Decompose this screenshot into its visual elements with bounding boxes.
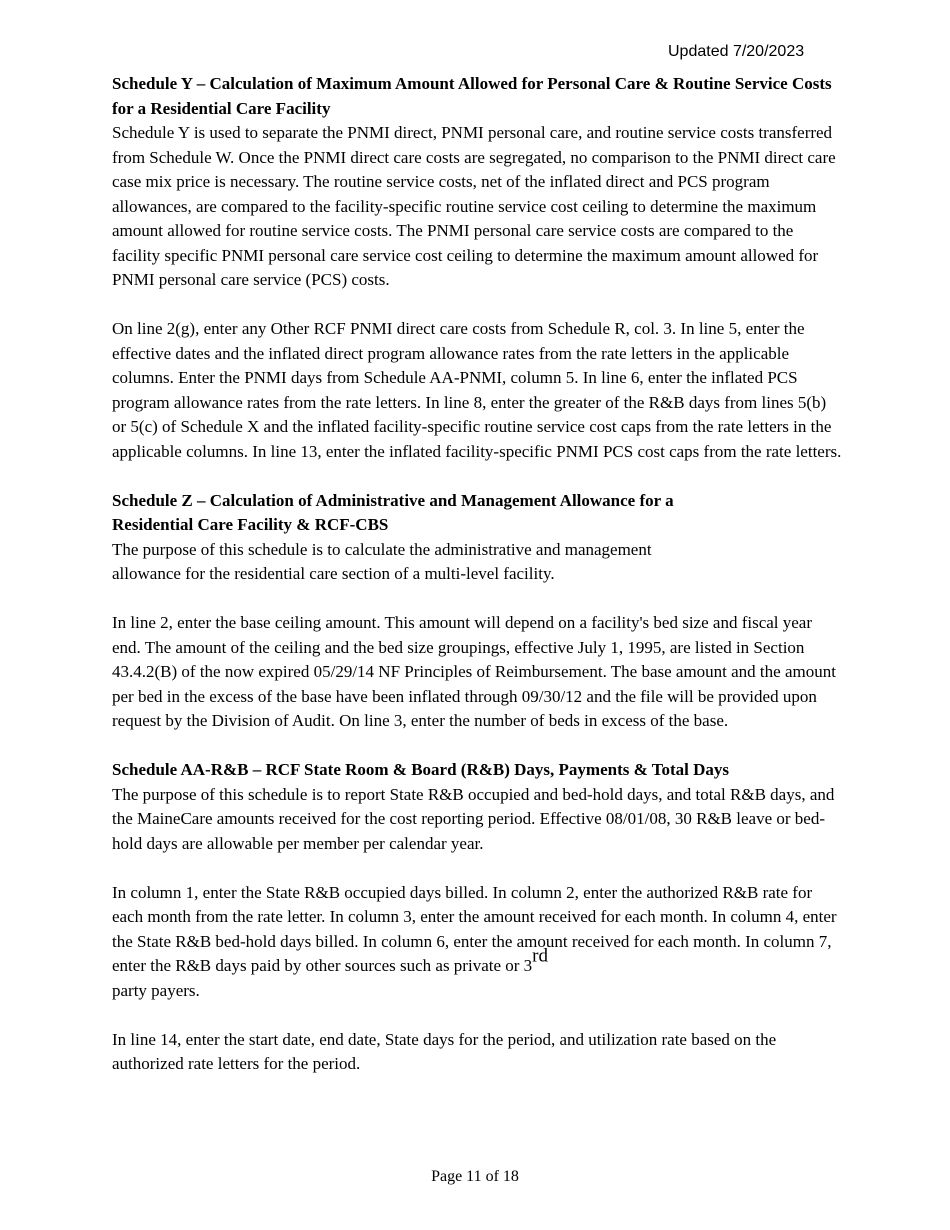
page-number: Page 11 of 18: [431, 1168, 519, 1185]
schedule-z-paragraph-2: In line 2, enter the base ceiling amount. This amount will depend on a facility's bed size and fiscal year end. The amount of the ceiling and the bed size groupings, effective July 1, 1995, are listed in Section 43.4.2(B) of the now expired 05/29/14 NF Principles of Reimbursement. The base amount and the amount per bed in the excess of the base have been inflated through 09/30/12 and the file will be provided upon request by the Division of Audit. On line 3, enter the number of beds in excess of the base.: [112, 613, 836, 730]
schedule-aa-heading: Schedule AA-R&B – RCF State Room & Board (R&B) Days, Payments & Total Days: [112, 760, 730, 779]
schedule-aa-paragraph-2-main: In column 1, enter the State R&B occupied days billed. In column 2, enter the authorized R&B rate for each month from the rate letter. In column 3, enter the amount received for each month. In column 4, enter the State R&B bed-hold days billed. In column 6, enter the amount received for each month. In column 7, enter the R&B days paid by other sources such as private or 3: [112, 882, 837, 975]
schedule-z-heading-line-1: Schedule Z – Calculation of Administrative and Management Allowance for a: [112, 490, 674, 510]
schedule-z-paragraph-1-line-2: allowance for the residential care section of a multi-level facility.: [112, 564, 555, 583]
schedule-z-heading: [112, 489, 842, 538]
updated-date: Updated 7/20/2023: [668, 43, 805, 60]
schedule-aa-paragraph-2: [112, 881, 842, 1004]
schedule-y-paragraph-1: Schedule Y is used to separate the PNMI direct, PNMI personal care, and routine service costs transferred from Schedule W. Once the PNMI direct care costs are segregated, no comparison to the PNMI direct care case mix price is necessary. The routine service costs, net of the inflated direct and PCS program allowances, are compared to the facility-specific routine service cost ceiling to determine the maximum amount allowed for routine service costs. The PNMI personal care service costs are compared to the facility specific PNMI personal care service cost ceiling to determine the maximum amount allowed for PNMI personal care service (PCS) costs.: [112, 123, 836, 289]
schedule-z-paragraph-1-line-1: The purpose of this schedule is to calculate the administrative and management: [112, 539, 652, 559]
superscript-rd: rd: [532, 945, 548, 967]
schedule-aa-paragraph-3: In line 14, enter the start date, end date, State days for the period, and utilization rate based on the authorized rate letters for the period.: [112, 1029, 777, 1073]
document-body: [112, 72, 842, 1077]
schedule-y-heading: Schedule Y – Calculation of Maximum Amount Allowed for Personal Care & Routine Service Costs for a Residential Care Facility: [112, 74, 832, 118]
schedule-aa-paragraph-2-end: party payers.: [112, 980, 200, 1000]
schedule-z-paragraph-1: [112, 538, 842, 587]
schedule-aa-paragraph-1: The purpose of this schedule is to report State R&B occupied and bed-hold days, and total R&B days, and the MaineCare amounts received for the cost reporting period. Effective 08/01/08, 30 R&B leave or bed- hold days are allowable per member per calendar year.: [112, 784, 835, 853]
schedule-y-paragraph-2: On line 2(g), enter any Other RCF PNMI direct care costs from Schedule R, col. 3. In line 5, enter the effective dates and the inflated direct program allowance rates from the rate letters in the applicable columns. Enter the PNMI days from Schedule AA-PNMI, column 5. In line 6, enter the inflated PCS program allowance rates from the rate letters. In line 8, enter the greater of the R&B days from lines 5(b) or 5(c) of Schedule X and the inflated facility-specific routine service cost caps from the rate letters in the applicable columns. In line 13, enter the inflated facility-specific PNMI PCS cost caps from the rate letters.: [112, 319, 842, 461]
schedule-z-heading-line-2: Residential Care Facility & RCF-CBS: [112, 515, 389, 534]
